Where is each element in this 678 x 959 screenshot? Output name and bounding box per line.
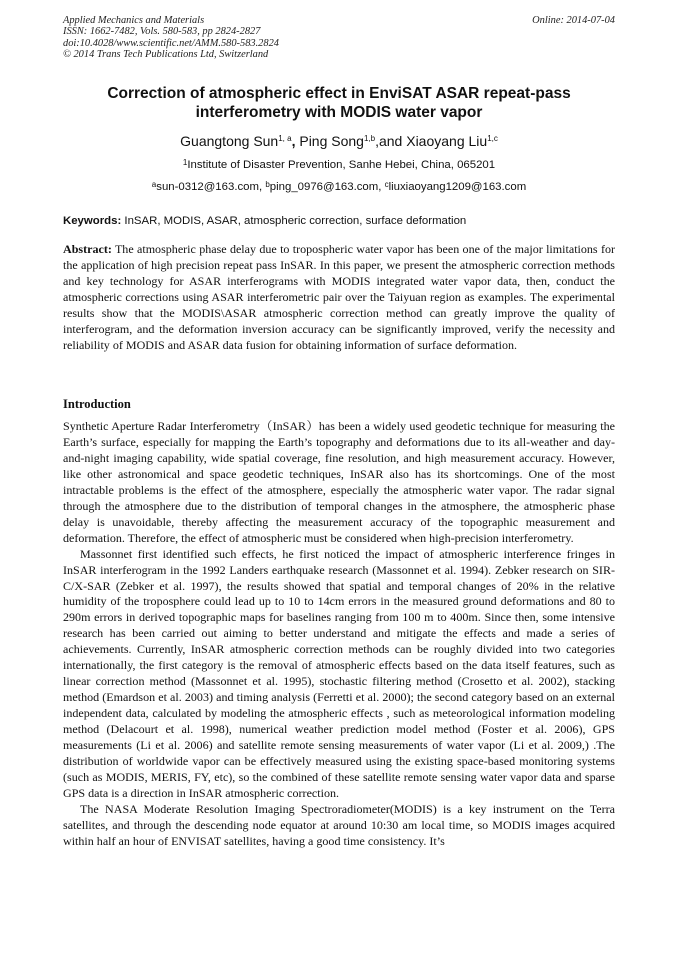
paragraph: Massonnet first identified such effects, he first noticed the impact of atmospheric interference fringes in InSAR interferogram in the 1992 Landers earthquake research (Massonnet et al. 1994). Zebker research on SIR-C/X-SAR (Zebker et al. 1997), the results showed that spatial and temporal changes of 20% in the relative humidity of the troposphere could lead up to 10 to 14cm errors in the measured ground deformations and 80 to 290m errors in derived topographic maps for baselines ranging from 100 m to 400m. Since then, some intensive research has been carried out aiming to better understand and mitigate the effects and made a series of achievements. Currently, InSAR atmospheric correction methods can be roughly divided into two categories internationally, the first category is the removal of atmospheric effects based on the data itself features, such as linear correction method (Massonnet et al. 1995), stochastic filtering method (Crosetto et al. 2002), stacking method (Emardson et al. 2003) and timing analysis (Ferretti et al. 2000); the second category based on an external independent data, calculated by modeling the atmospheric effects , such as meteorological information modeling method (Delacourt et al. 1998), numerical weather prediction model method (Foster et al. 2006), GPS measurements (Li et al. 2006) and satellite remote sensing measurements of water vapor (Li et al. 2009,) .The distribution of worldwide vapor can be effectively measured using the existing space-based monitoring systems (such as MODIS, MERIS, FY, etc), so the combined of these satellite remote sensing water vapor data and sparse GPS data is a direction in InSAR atmospheric correction. [63,546,615,800]
author-name: Guangtong Sun [180,133,279,149]
author-separator: ,and [375,133,403,149]
journal-header [63,15,615,60]
keywords-text: InSAR, MODIS, ASAR, atmospheric correction, surface deformation [121,215,467,227]
keywords-line [63,214,615,228]
affiliation-text: Institute of Disaster Prevention, Sanhe Hebei, China, 065201 [187,159,496,171]
paragraph: Synthetic Aperture Radar Interferometry（InSAR）has been a widely used geodetic technique for measuring the Earth’s surface, especially for mapping the Earth’s topography and deformations due to its all-weather and day-and-night imaging capability, wide spatial coverage, fine resolution, and high measurement accuracy. However, like other astronomical and space geodetic techniques, InSAR also has its shortcomings. One of the most intractable problems is the effect of the atmosphere, especially the atmospheric water vapor. The radar signal through the atmosphere due to the distribution of temporal changes in the atmosphere, the atmospheric phase delay is unavoidable, thereby affecting the measurement accuracy of the topographic measurement and deformation. Therefore, the effect of atmospheric must be considered when high-precision interferometry. [63,419,615,545]
author-superscript: 1, a [278,134,292,143]
author-name: Ping Song [295,133,364,149]
online-date: Online: 2014-07-04 [532,15,615,26]
abstract-label: Abstract: [63,242,112,256]
introduction-body [63,419,615,850]
author-list [63,132,615,150]
author-superscript: 1,b [363,134,376,143]
affiliation-superscript: 1 [182,158,188,167]
email-link[interactable]: liuxiaoyang1209@163.com [388,181,527,193]
abstract [63,242,615,354]
paper-title: Correction of atmospheric effect in EnviSAT ASAR repeat-pass interferometry with MODIS water vapor [107,85,571,121]
abstract-text: The atmospheric phase delay due to tropospheric water vapor has been one of the major limitations for the application of high precision repeat pass InSAR. In this paper, we present the atmospheric correction methods and key technology for ASAR interferograms with MODIS integrated water vapor data, then, conduct the atmospheric corrections using ASAR interferometric pair over the Taiyuan region as examples. The experimental results show that the MODIS\ASAR atmospheric correction method can greatly improve the quality of interferogram, and the deformation inversion accuracy can be significantly improved, verify the necessity and reliability of MODIS and ASAR data fusion for obtaining information of surface deformation. [63,242,615,352]
author-separator: , [291,133,296,149]
section-heading-introduction: Introduction [63,397,131,411]
affiliation [63,158,615,172]
email-link[interactable]: sun-0312@163.com, [156,181,266,193]
keywords-label: Keywords: [63,215,122,227]
journal-name: Applied Mechanics and Materials [63,15,205,26]
paragraph: The NASA Moderate Resolution Imaging Spectroradiometer(MODIS) is a key instrument on the Terra satellites, and through the descending node equator at around 10:30 am local time, so MODIS images acquired within half an hour of ENVISAT satellites, having a good time consistency. It’s [63,801,615,848]
email-superscript: c [384,180,389,189]
copyright-line: © 2014 Trans Tech Publications Ltd, Switzerland [63,48,269,60]
author-name: Xiaoyang Liu [402,133,488,149]
email-list [63,180,615,194]
email-superscript: a [151,180,157,189]
email-link[interactable]: ping_0976@163.com, [269,181,385,193]
doi-line: doi:10.4028/www.scientific.net/AMM.580-583.2824 [63,37,279,49]
issn-line: ISSN: 1662-7482, Vols. 580-583, pp 2824-2827 [63,26,261,38]
author-superscript: 1,c [487,134,498,143]
email-superscript: b [265,180,270,189]
